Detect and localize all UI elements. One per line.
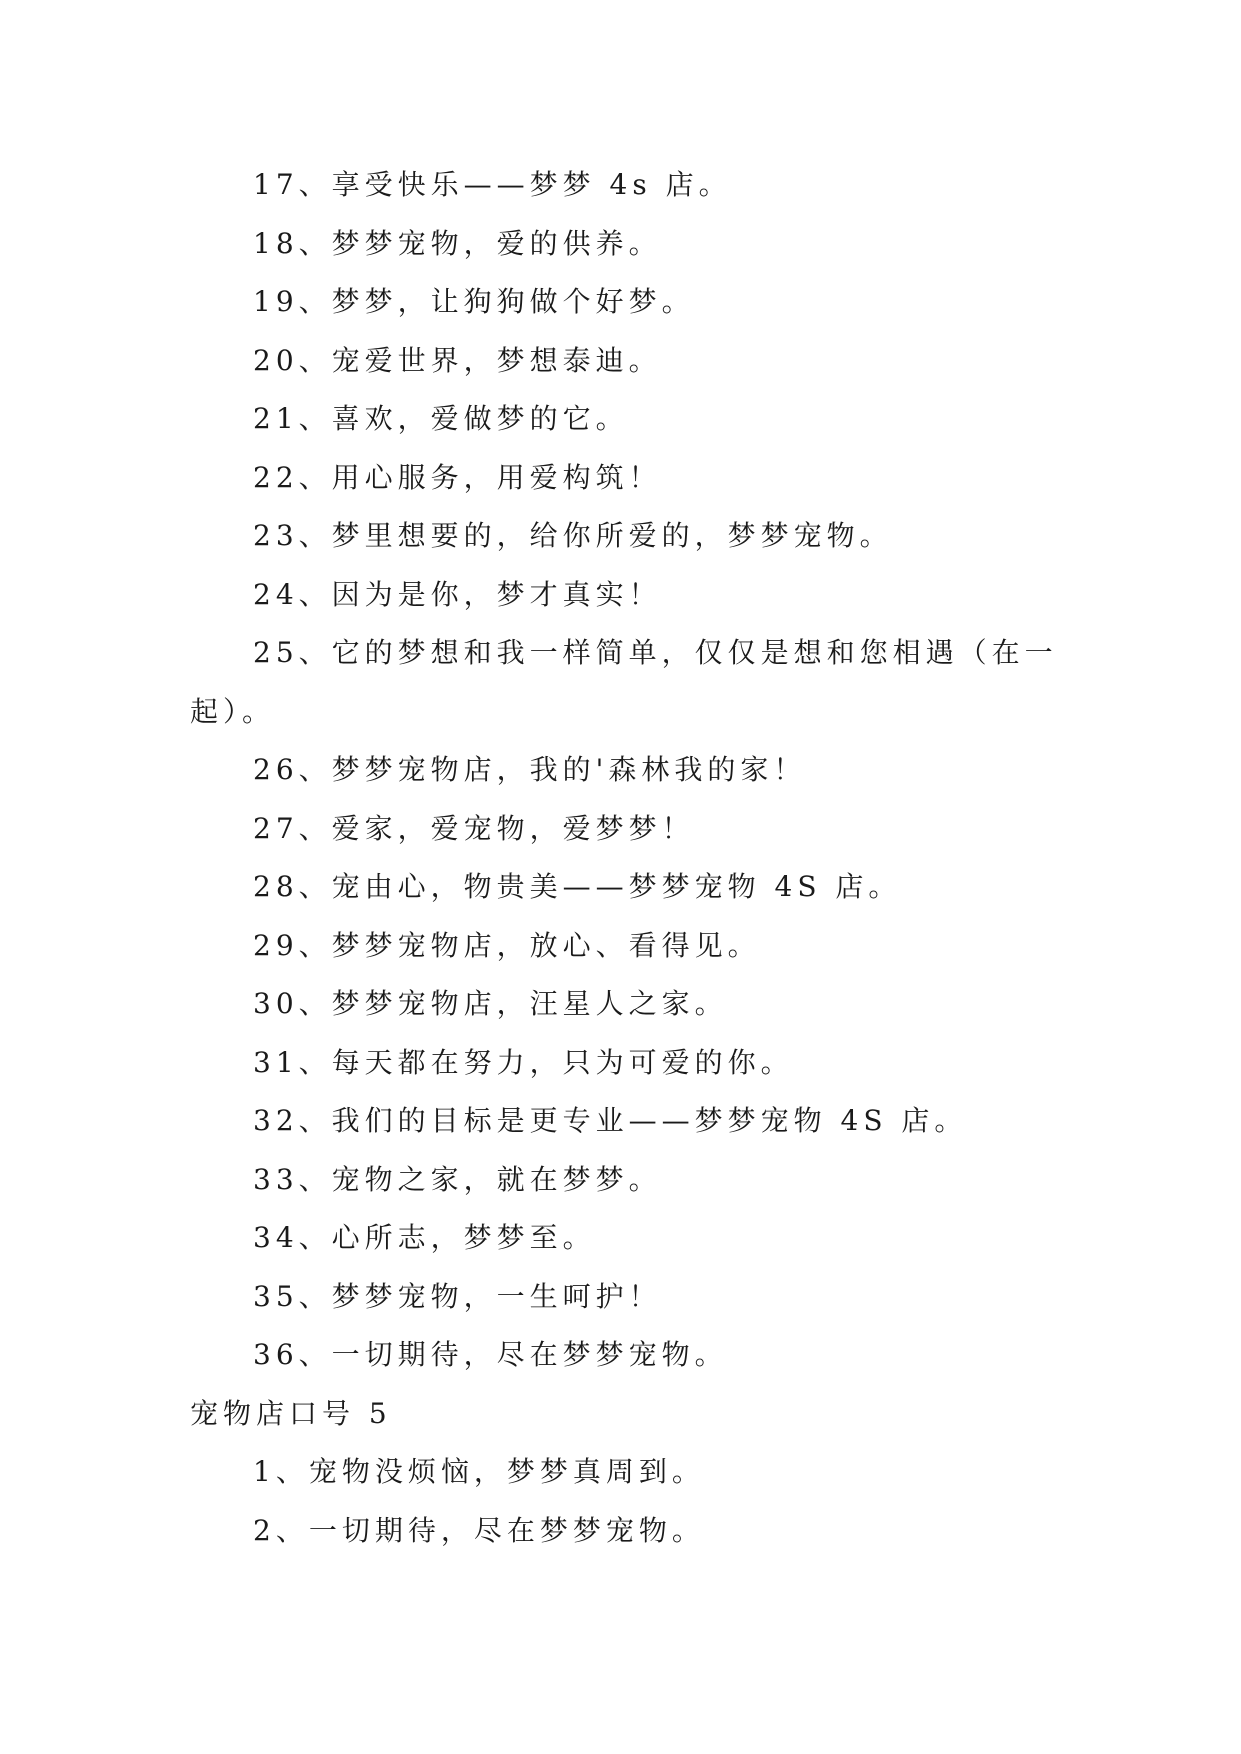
slogan-31: 31、每天都在努力，只为可爱的你。 xyxy=(253,1045,794,1079)
slogan-23: 23、梦里想要的，给你所爱的，梦梦宠物。 xyxy=(253,519,893,552)
slogan-29: 29、梦梦宠物店，放心、看得见。 xyxy=(253,928,761,962)
document-body xyxy=(190,156,1060,1560)
slogan-27: 27、爱家，爱宠物，爱梦梦！ xyxy=(253,811,695,845)
slogan-26: 26、梦梦宠物店，我的'森林我的家！ xyxy=(253,753,807,786)
slogan-28: 28、宠由心，物贵美——梦梦宠物 4S 店。 xyxy=(253,870,902,903)
slogan-35: 35、梦梦宠物，一生呵护！ xyxy=(253,1279,662,1313)
slogan-20: 20、宠爱世界，梦想泰迪。 xyxy=(253,343,662,377)
slogan-18: 18、梦梦宠物，爱的供养。 xyxy=(253,226,662,260)
slogan-24: 24、因为是你，梦才真实！ xyxy=(253,577,662,611)
slogan-17: 17、享受快乐——梦梦 4s 店。 xyxy=(253,168,732,201)
slogan-34: 34、心所志，梦梦至。 xyxy=(253,1221,596,1254)
section-item-2: 2、一切期待，尽在梦梦宠物。 xyxy=(253,1513,705,1547)
section-heading: 宠物店口号 5 xyxy=(190,1396,392,1430)
slogan-21: 21、喜欢，爱做梦的它。 xyxy=(253,402,629,435)
slogan-22: 22、用心服务，用爱构筑！ xyxy=(253,460,662,494)
slogan-25-continuation: 起）。 xyxy=(190,694,276,728)
slogan-32: 32、我们的目标是更专业——梦梦宠物 4S 店。 xyxy=(253,1104,968,1137)
slogan-19: 19、梦梦，让狗狗做个好梦。 xyxy=(253,285,695,318)
slogan-25: 25、它的梦想和我一样简单，仅仅是想和您相遇（在一 xyxy=(253,636,1058,669)
section-item-1: 1、宠物没烦恼，梦梦真周到。 xyxy=(253,1455,705,1488)
slogan-33: 33、宠物之家，就在梦梦。 xyxy=(253,1162,662,1196)
slogan-36: 36、一切期待，尽在梦梦宠物。 xyxy=(253,1338,728,1371)
slogan-30: 30、梦梦宠物店，汪星人之家。 xyxy=(253,987,728,1020)
